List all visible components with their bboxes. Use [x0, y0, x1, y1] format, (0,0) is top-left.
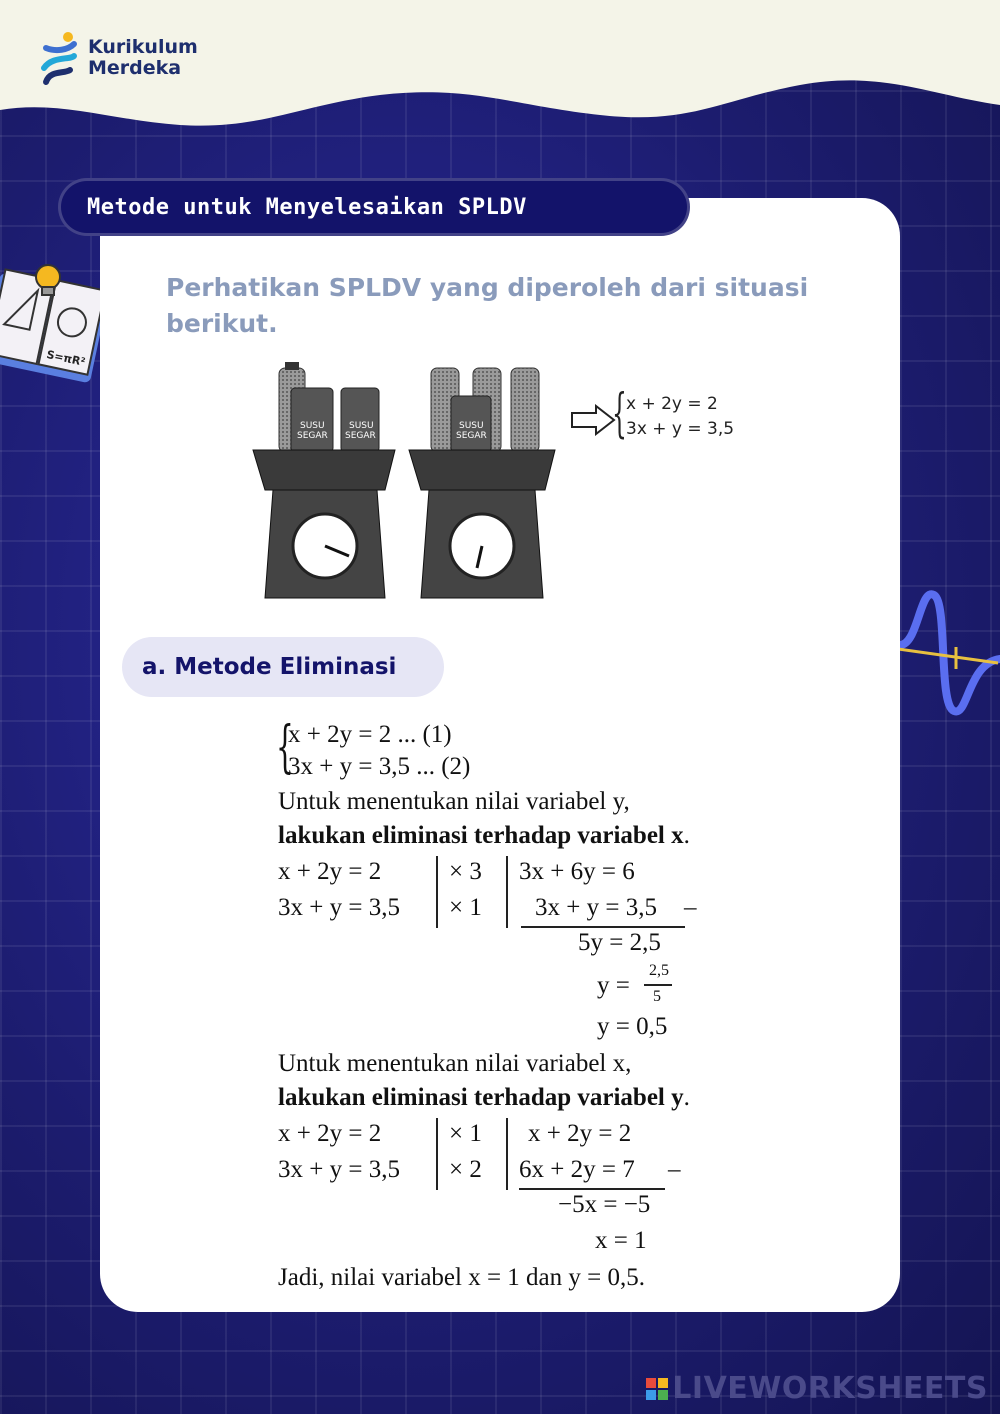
left-scale [253, 362, 395, 598]
minus-sign: – [668, 1156, 681, 1183]
right-scale [409, 368, 555, 598]
system-eq-2: 3x + y = 3,5 [626, 419, 735, 439]
svg-text:S=πR²: S=πR² [45, 347, 87, 369]
elim-a-right-1: 3x + 6y = 6 [519, 858, 635, 885]
section-heading [122, 637, 444, 697]
liveworksheets-icon [646, 1378, 668, 1400]
system-eq-1: x + 2y = 2 [626, 394, 718, 414]
elim-a-mult-2: × 1 [449, 894, 482, 921]
milk-label: SUSU [300, 421, 325, 431]
elim-a-left-2: 3x + y = 3,5 [278, 894, 400, 921]
logo-line1: Kurikulum [88, 36, 198, 58]
fraction-denominator: 5 [653, 988, 661, 1005]
fraction-bar [644, 984, 672, 986]
elim-b-final: x = 1 [595, 1227, 647, 1254]
kurikulum-merdeka-logo [40, 30, 198, 86]
wave-graph-icon [898, 585, 1000, 720]
minus-sign: – [684, 894, 697, 921]
instruction-text-bold: lakukan eliminasi terhadap variabel x. [278, 822, 690, 849]
divider-line [436, 1118, 438, 1190]
system-line-1: x + 2y = 2 ... (1) [288, 721, 452, 748]
elim-b-mult-2: × 2 [449, 1156, 482, 1183]
elim-a-mult-1: × 3 [449, 858, 482, 885]
system-line-2: 3x + y = 3,5 ... (2) [288, 753, 471, 780]
milk-label: SUSU [349, 421, 374, 431]
conclusion-text: Jadi, nilai variabel x = 1 dan y = 0,5. [278, 1264, 646, 1291]
divider-line [506, 1118, 508, 1190]
instruction-text-bold: lakukan eliminasi terhadap variabel y. [278, 1084, 690, 1111]
section-title: a. Metode Eliminasi [142, 654, 397, 680]
elim-b-right-1: x + 2y = 2 [528, 1120, 632, 1147]
divider-line [506, 856, 508, 928]
logo-line2: Merdeka [88, 57, 182, 79]
elim-a-result: 5y = 2,5 [578, 929, 661, 956]
kurikulum-merdeka-icon [40, 30, 80, 86]
elim-b-mult-1: × 1 [449, 1120, 482, 1147]
instruction-text: Untuk menentukan nilai variabel x, [278, 1050, 632, 1077]
milk-label: SEGAR [345, 431, 376, 441]
liveworksheets-text: LIVEWORKSHEETS [672, 1371, 988, 1406]
system-brace: { [276, 715, 294, 780]
elim-b-right-2: 6x + 2y = 7 [519, 1156, 635, 1183]
milk-label: SEGAR [297, 431, 328, 441]
instruction-text: Untuk menentukan nilai variabel y, [278, 788, 630, 815]
system-equations-small [626, 392, 734, 442]
elim-a-fraction-lhs: y = [597, 972, 630, 999]
divider-line [436, 856, 438, 928]
elim-a-left-1: x + 2y = 2 [278, 858, 382, 885]
milk-label: SUSU [459, 421, 484, 431]
elim-b-left-1: x + 2y = 2 [278, 1120, 382, 1147]
elim-a-final: y = 0,5 [597, 1013, 668, 1040]
fraction-numerator: 2,5 [649, 962, 669, 979]
intro-text: Perhatikan SPLDV yang diperoleh dari situasi berikut. [166, 273, 809, 338]
arrow-right-icon [570, 404, 616, 436]
brace-small: { [612, 384, 627, 444]
elim-b-left-2: 3x + y = 3,5 [278, 1156, 400, 1183]
milk-label: SEGAR [456, 431, 487, 441]
elim-a-right-2: 3x + y = 3,5 [535, 894, 657, 921]
page-title: Metode untuk Menyelesaikan SPLDV [87, 194, 527, 220]
geometry-book-icon [0, 255, 110, 400]
title-banner [58, 178, 690, 236]
elim-b-result: −5x = −5 [558, 1191, 651, 1218]
liveworksheets-watermark [646, 1371, 988, 1406]
